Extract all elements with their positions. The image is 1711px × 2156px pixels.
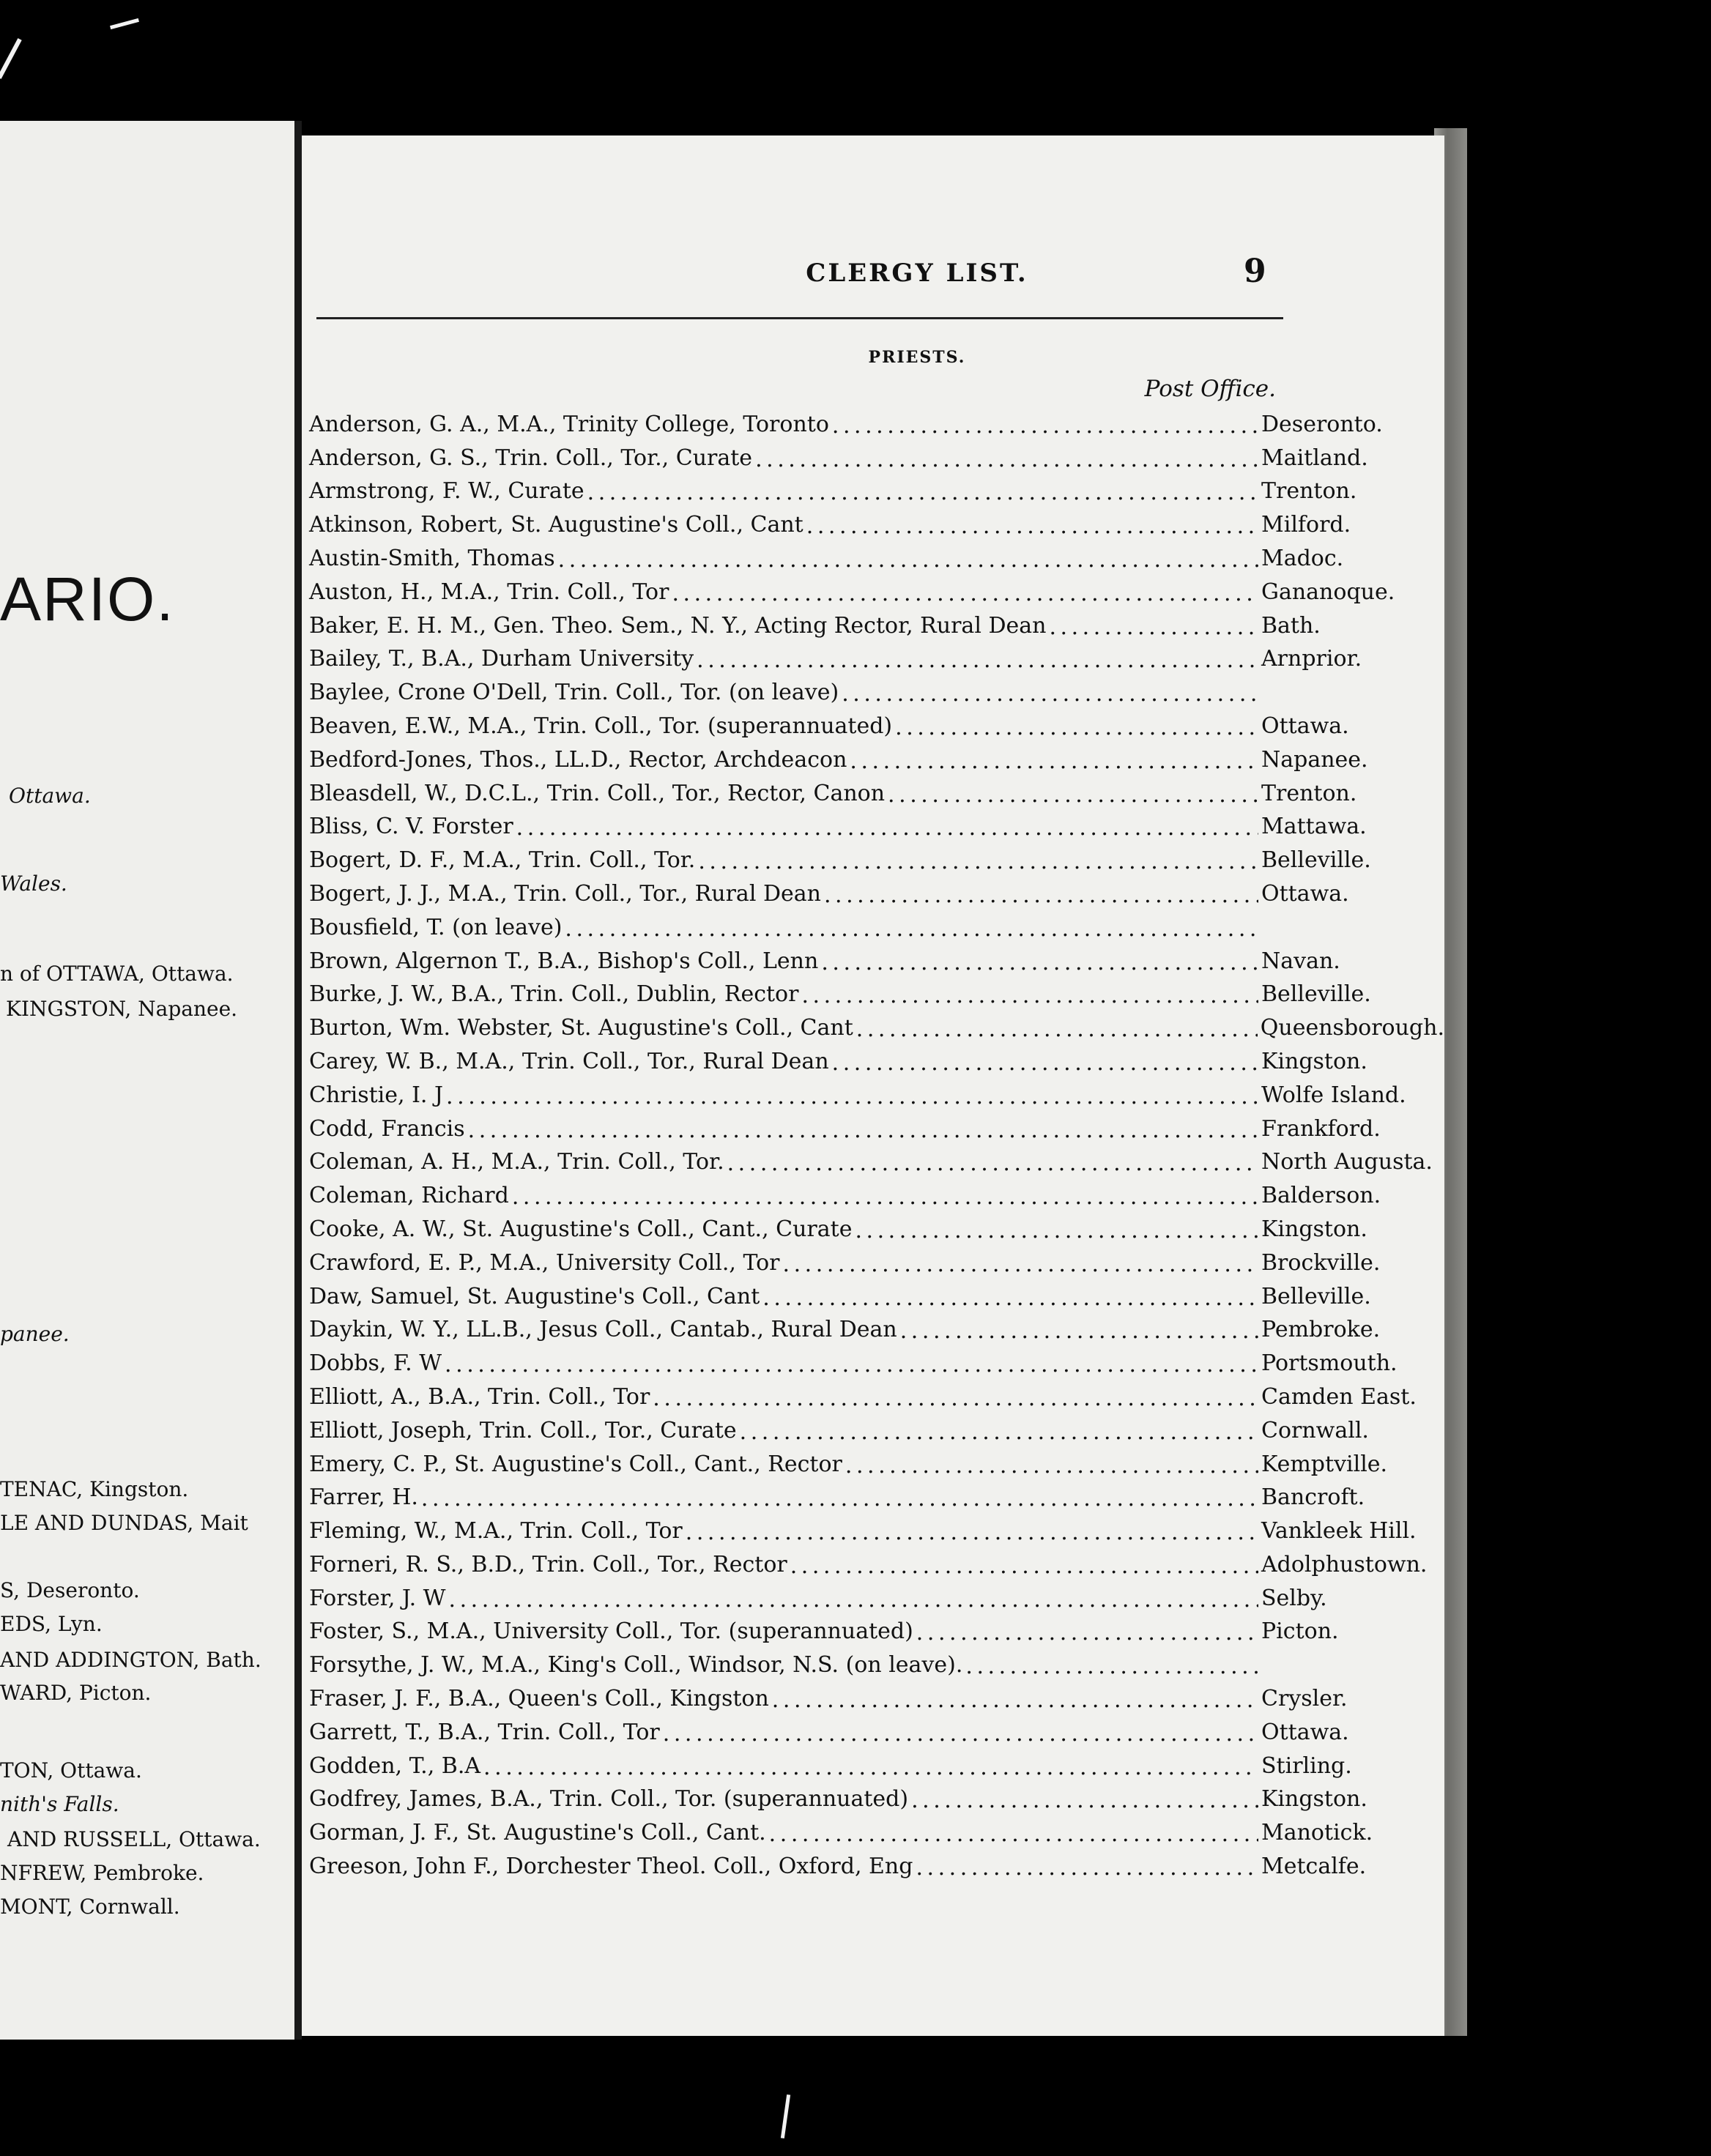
clergy-entry: [302, 1510, 1444, 1544]
leader-dots: [832, 415, 1258, 437]
clergy-name: Burton, Wm. Webster, St. Augustine's Coll., Cant: [309, 1015, 853, 1041]
left-text-fragment: WARD, Picton.: [0, 1681, 152, 1705]
left-text-fragment: nith's Falls.: [0, 1792, 119, 1816]
post-office: Vankleek Hill.: [1261, 1518, 1417, 1544]
clergy-name: Baylee, Crone O'Dell, Trin. Coll., Tor. (on leave): [309, 680, 839, 706]
page-number: 9: [1244, 253, 1266, 290]
left-text-fragment: Ottawa.: [9, 784, 91, 808]
clergy-name: Coleman, Richard: [309, 1183, 509, 1209]
left-text-fragment: TON, Ottawa.: [0, 1758, 142, 1783]
clergy-name: Dobbs, F. W: [309, 1350, 442, 1377]
left-text-fragment: Wales.: [0, 871, 67, 896]
post-office: Portsmouth.: [1261, 1350, 1398, 1377]
clergy-entry: [302, 639, 1444, 672]
clergy-entry: [302, 1644, 1444, 1678]
leader-dots: [842, 683, 1258, 705]
clergy-name: Austin-Smith, Thomas: [309, 545, 555, 571]
film-scratch: [781, 2094, 790, 2138]
clergy-name: Fleming, W., M.A., Trin. Coll., Tor: [309, 1518, 683, 1544]
leader-dots: [772, 1690, 1258, 1711]
post-office: Picton.: [1261, 1618, 1339, 1645]
leader-dots: [516, 817, 1258, 839]
header-rule: [316, 317, 1283, 319]
running-head: CLERGY LIST.: [806, 259, 1028, 288]
leader-dots: [916, 1857, 1258, 1879]
post-office: Metcalfe.: [1261, 1854, 1367, 1880]
leader-dots: [832, 1052, 1258, 1074]
clergy-entry: [302, 739, 1444, 773]
leader-dots: [790, 1555, 1258, 1577]
clergy-entry: [302, 1074, 1444, 1108]
post-office: Deseronto.: [1261, 411, 1383, 437]
leader-dots: [965, 1656, 1258, 1678]
left-text-fragment: KINGSTON, Napanee.: [6, 997, 238, 1021]
left-text-fragment: EDS, Lyn.: [0, 1612, 103, 1636]
clergy-entry: [302, 873, 1444, 907]
leader-dots: [821, 952, 1258, 974]
leader-dots: [663, 1723, 1258, 1745]
leader-dots: [783, 1254, 1258, 1276]
left-text-fragment: LE AND DUNDAS, Mait: [0, 1511, 248, 1535]
clergy-entry: [302, 974, 1444, 1008]
clergy-name: Daw, Samuel, St. Augustine's Coll., Cant: [309, 1283, 760, 1309]
clergy-entry: [302, 1007, 1444, 1041]
section-heading: PRIESTS.: [868, 348, 966, 367]
leader-dots: [421, 1488, 1258, 1510]
clergy-entry: [302, 773, 1444, 806]
left-text-fragment: AND RUSSELL, Ottawa.: [7, 1827, 261, 1851]
post-office: Frankford.: [1261, 1115, 1381, 1142]
clergy-entry: [302, 1745, 1444, 1779]
clergy-name: Fraser, J. F., B.A., Queen's Coll., Kingston: [309, 1686, 769, 1712]
clergy-entry: [302, 404, 1444, 437]
clergy-entry: [302, 1443, 1444, 1477]
clergy-name: Elliott, A., B.A., Trin. Coll., Tor: [309, 1383, 650, 1410]
clergy-entry: [302, 940, 1444, 974]
clergy-entry: [302, 1577, 1444, 1611]
clergy-name: Burke, J. W., B.A., Trin. Coll., Dublin, Rector: [309, 981, 799, 1008]
leader-dots: [801, 985, 1258, 1007]
clergy-entry: [302, 1142, 1444, 1175]
clergy-name: Bleasdell, W., D.C.L., Trin. Coll., Tor., Rector, Canon: [309, 780, 886, 806]
clergy-entry: [302, 1812, 1444, 1845]
clergy-entry: [302, 1242, 1444, 1276]
post-office: North Augusta.: [1261, 1149, 1433, 1175]
clergy-entry: [302, 1208, 1444, 1242]
clergy-name: Godfrey, James, B.A., Trin. Coll., Tor. (superannuated): [309, 1786, 909, 1813]
post-office: Kingston.: [1261, 1786, 1367, 1813]
post-office: Belleville.: [1261, 1283, 1371, 1309]
clergy-entry: [302, 1611, 1444, 1645]
clergy-entry: [302, 538, 1444, 571]
leader-dots: [824, 885, 1258, 907]
clergy-name: Forneri, R. S., B.D., Trin. Coll., Tor., Rector: [309, 1551, 787, 1577]
clergy-name: Emery, C. P., St. Augustine's Coll., Cant., Rector: [309, 1451, 842, 1477]
clergy-entry: [302, 1678, 1444, 1711]
clergy-entry: [302, 1108, 1444, 1142]
post-office: Stirling.: [1261, 1752, 1352, 1779]
clergy-entry: [302, 504, 1444, 538]
clergy-name: Daykin, W. Y., LL.B., Jesus Coll., Cantab., Rural Dean: [309, 1317, 897, 1343]
clergy-name: Bailey, T., B.A., Durham University: [309, 646, 694, 672]
clergy-entry: [302, 1309, 1444, 1343]
leader-dots: [565, 918, 1258, 940]
clergy-name: Bogert, J. J., M.A., Trin. Coll., Tor., Rural Dean: [309, 880, 821, 907]
clergy-entry: [302, 705, 1444, 739]
post-office: Kemptville.: [1261, 1451, 1388, 1477]
clergy-entry: [302, 1342, 1444, 1376]
left-title-fragment: ARIO.: [0, 565, 175, 633]
clergy-name: Bousfield, T. (on leave): [309, 914, 563, 940]
clergy-entry: [302, 1041, 1444, 1074]
clergy-name: Gorman, J. F., St. Augustine's Coll., Cant.: [309, 1820, 766, 1846]
leader-dots: [468, 1120, 1258, 1142]
leader-dots: [587, 482, 1258, 504]
clergy-name: Godden, T., B.A: [309, 1752, 481, 1779]
clergy-entry: [302, 571, 1444, 605]
post-office: Trenton.: [1261, 780, 1357, 806]
leader-dots: [755, 449, 1258, 471]
post-office: Napanee.: [1261, 746, 1368, 773]
post-office: Trenton.: [1261, 478, 1357, 505]
leader-dots: [806, 516, 1258, 538]
left-text-fragment: n of OTTAWA, Ottawa.: [0, 962, 234, 986]
clergy-entry: [302, 806, 1444, 840]
post-office: Camden East.: [1261, 1383, 1417, 1410]
leader-dots: [686, 1522, 1258, 1544]
clergy-name: Forster, J. W: [309, 1585, 446, 1611]
clergy-name: Atkinson, Robert, St. Augustine's Coll., Cant: [309, 512, 803, 538]
post-office-column-label: Post Office.: [1144, 376, 1276, 402]
post-office: Ottawa.: [1261, 1719, 1349, 1745]
clergy-name: Bedford-Jones, Thos., LL.D., Rector, Archdeacon: [309, 746, 847, 773]
post-office: Ottawa.: [1261, 880, 1349, 907]
clergy-name: Christie, I. J: [309, 1082, 444, 1108]
post-office: Navan.: [1261, 948, 1340, 974]
clergy-name: Codd, Francis: [309, 1115, 465, 1142]
clergy-entry: [302, 1175, 1444, 1208]
page-gutter: [294, 121, 302, 2040]
post-office: Wolfe Island.: [1261, 1082, 1406, 1108]
leader-dots: [558, 549, 1258, 571]
post-office: Manotick.: [1261, 1820, 1373, 1846]
leader-dots: [762, 1287, 1258, 1309]
leader-dots: [446, 1086, 1258, 1108]
clergy-name: Crawford, E. P., M.A., University Coll., Tor: [309, 1249, 780, 1276]
leader-dots: [845, 1455, 1258, 1477]
clergy-name: Greeson, John F., Dorchester Theol. Coll., Oxford, Eng: [309, 1854, 913, 1880]
clergy-entry: [302, 1711, 1444, 1745]
leader-dots: [445, 1354, 1258, 1376]
leader-dots: [855, 1220, 1258, 1242]
clergy-entry: [302, 907, 1444, 940]
right-page: [302, 135, 1444, 2036]
clergy-list: [302, 404, 1444, 1879]
clergy-entry: [302, 1845, 1444, 1879]
leader-dots: [769, 1824, 1258, 1845]
post-office: Kingston.: [1261, 1216, 1367, 1242]
left-text-fragment: AND ADDINGTON, Bath.: [0, 1648, 261, 1672]
clergy-entry: [302, 1477, 1444, 1511]
leader-dots: [449, 1589, 1258, 1611]
clergy-name: Forsythe, J. W., M.A., King's Coll., Windsor, N.S. (on leave).: [309, 1652, 963, 1679]
clergy-name: Farrer, H.: [309, 1484, 418, 1511]
clergy-entry: [302, 437, 1444, 471]
post-office: Crysler.: [1261, 1686, 1348, 1712]
post-office: Mattawa.: [1261, 814, 1367, 840]
clergy-name: Garrett, T., B.A., Trin. Coll., Tor: [309, 1719, 660, 1745]
clergy-name: Elliott, Joseph, Trin. Coll., Tor., Curate: [309, 1417, 737, 1443]
post-office: Queensborough.: [1260, 1015, 1444, 1041]
post-office: Bancroft.: [1261, 1484, 1365, 1511]
clergy-name: Bogert, D. F., M.A., Trin. Coll., Tor.: [309, 847, 696, 874]
clergy-name: Anderson, G. S., Trin. Coll., Tor., Curate: [309, 445, 753, 471]
post-office: Belleville.: [1261, 847, 1371, 874]
clergy-entry: [302, 672, 1444, 705]
clergy-entry: [302, 1276, 1444, 1309]
clergy-name: Bliss, C. V. Forster: [309, 814, 513, 840]
clergy-name: Coleman, A. H., M.A., Trin. Coll., Tor.: [309, 1149, 724, 1175]
leader-dots: [911, 1790, 1258, 1812]
clergy-name: Baker, E. H. M., Gen. Theo. Sem., N. Y., Acting Rector, Rural Dean: [309, 612, 1047, 639]
post-office: Arnprior.: [1261, 646, 1362, 672]
clergy-entry: [302, 839, 1444, 873]
post-office: Selby.: [1261, 1585, 1327, 1611]
leader-dots: [483, 1757, 1258, 1779]
left-text-fragment: panee.: [0, 1322, 70, 1346]
leader-dots: [740, 1421, 1258, 1443]
post-office: Cornwall.: [1261, 1417, 1369, 1443]
leader-dots: [850, 751, 1258, 773]
clergy-entry: [302, 471, 1444, 505]
clergy-name: Anderson, G. A., M.A., Trinity College, Toronto: [309, 411, 829, 437]
post-office: Bath.: [1261, 612, 1321, 639]
film-scratch: [110, 18, 139, 29]
post-office: Milford.: [1261, 512, 1351, 538]
post-office: Maitland.: [1261, 445, 1368, 471]
leader-dots: [856, 1019, 1258, 1041]
post-office: Madoc.: [1261, 545, 1344, 571]
clergy-name: Armstrong, F. W., Curate: [309, 478, 584, 505]
leader-dots: [512, 1186, 1258, 1208]
leader-dots: [1049, 617, 1258, 639]
post-office: Kingston.: [1261, 1048, 1367, 1074]
clergy-entry: [302, 1779, 1444, 1813]
left-text-fragment: TENAC, Kingston.: [0, 1477, 189, 1501]
post-office: Brockville.: [1261, 1249, 1381, 1276]
leader-dots: [672, 583, 1258, 605]
post-office: Belleville.: [1261, 981, 1371, 1008]
post-office: Gananoque.: [1261, 579, 1395, 605]
leader-dots: [895, 717, 1258, 739]
film-scratch: [0, 38, 22, 79]
left-text-fragment: MONT, Cornwall.: [0, 1895, 180, 1919]
clergy-entry: [302, 1410, 1444, 1443]
post-office: Balderson.: [1261, 1183, 1381, 1209]
clergy-name: Brown, Algernon T., B.A., Bishop's Coll., Lenn: [309, 948, 819, 974]
leader-dots: [727, 1153, 1258, 1175]
clergy-entry: [302, 1544, 1444, 1577]
clergy-name: Beaven, E.W., M.A., Trin. Coll., Tor. (superannuated): [309, 713, 893, 739]
left-page: [0, 121, 297, 2040]
left-text-fragment: S, Deseronto.: [0, 1578, 140, 1602]
leader-dots: [888, 784, 1258, 806]
leader-dots: [653, 1388, 1258, 1410]
leader-dots: [916, 1622, 1258, 1644]
post-office: Ottawa.: [1261, 713, 1349, 739]
leader-dots: [698, 851, 1258, 873]
post-office: Adolphustown.: [1261, 1551, 1428, 1577]
clergy-name: Carey, W. B., M.A., Trin. Coll., Tor., Rural Dean: [309, 1048, 829, 1074]
leader-dots: [697, 650, 1258, 672]
clergy-name: Cooke, A. W., St. Augustine's Coll., Cant., Curate: [309, 1216, 853, 1242]
clergy-name: Auston, H., M.A., Trin. Coll., Tor: [309, 579, 669, 605]
left-text-fragment: NFREW, Pembroke.: [0, 1861, 204, 1885]
clergy-entry: [302, 1376, 1444, 1410]
leader-dots: [900, 1320, 1258, 1342]
clergy-name: Foster, S., M.A., University Coll., Tor. (superannuated): [309, 1618, 913, 1645]
clergy-entry: [302, 605, 1444, 639]
post-office: Pembroke.: [1261, 1317, 1381, 1343]
